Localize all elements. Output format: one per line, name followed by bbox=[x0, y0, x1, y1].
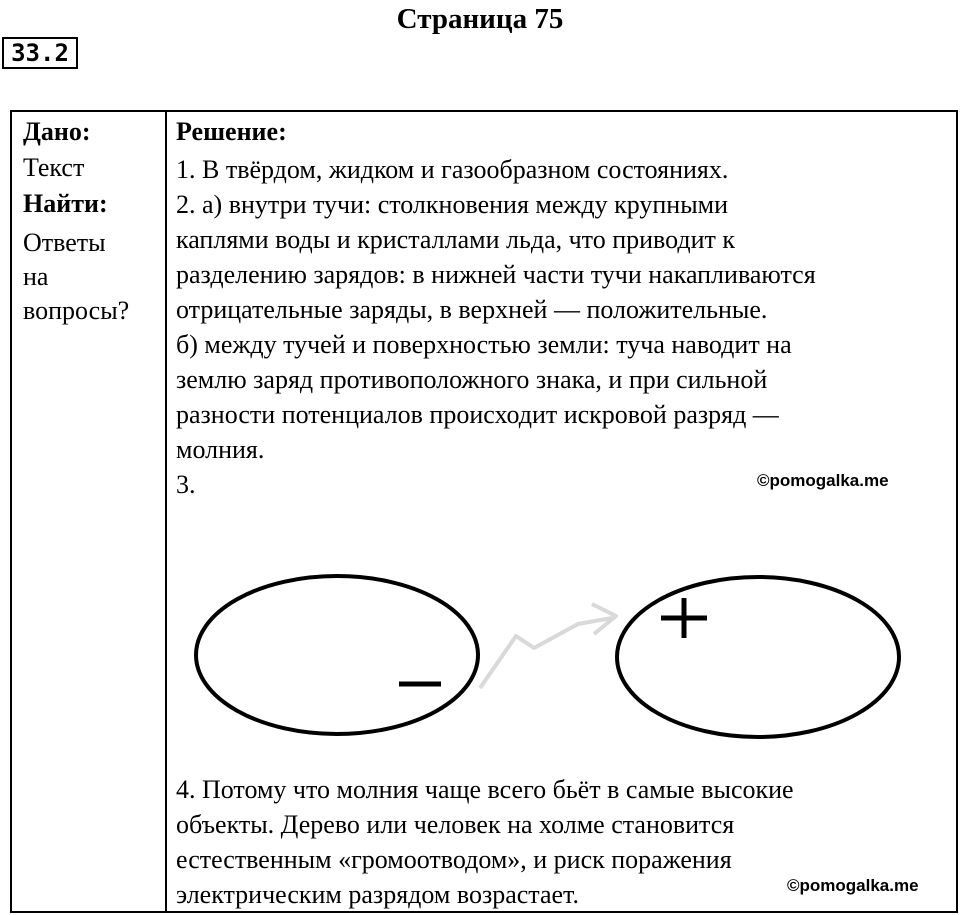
find-value bbox=[23, 226, 161, 328]
answer-2a: 2. а) внутри тучи: столкновения между крупными каплями воды и кристаллами льда, что приводит к разделению зарядов: в нижней части тучи накапливаются отрицательные заряды, в верхней — положительные. bbox=[176, 190, 816, 324]
answer-1: 1. В твёрдом, жидком и газообразном состояниях. bbox=[176, 155, 729, 184]
charge-diagram bbox=[180, 560, 940, 760]
answer-4: 4. Потому что молния чаще всего бьёт в самые высокие объекты. Дерево или человек на холме становится естественным «громоотводом», и риск поражения электрическим разрядом возрастает. bbox=[176, 775, 794, 909]
task-number-box: 33.2 bbox=[2, 37, 78, 69]
given-value: Текст bbox=[23, 153, 85, 182]
given-column bbox=[23, 114, 161, 328]
answer-2b: б) между тучей и поверхностью земли: туча наводит на землю заряд противоположного знака, и при сильной разности потенциалов происходит искровой разряд — молния. bbox=[176, 330, 792, 464]
given-label: Дано: bbox=[23, 117, 91, 146]
watermark: ©pomogalka.me bbox=[757, 471, 889, 490]
find-label: Найти: bbox=[23, 189, 108, 218]
watermark: ©pomogalka.me bbox=[787, 876, 919, 895]
find-line: вопросы? bbox=[23, 296, 130, 325]
find-line: Ответы bbox=[23, 228, 106, 257]
lightning-arrow-icon bbox=[480, 618, 612, 688]
find-line: на bbox=[23, 262, 49, 291]
left-cloud-ellipse bbox=[196, 576, 478, 734]
page-title: Страница 75 bbox=[396, 3, 564, 35]
solution-column bbox=[176, 114, 952, 502]
answer-3: 3. bbox=[176, 470, 196, 499]
right-cloud-ellipse bbox=[617, 577, 899, 737]
solution-label: Решение: bbox=[176, 117, 287, 146]
column-divider bbox=[165, 110, 167, 913]
